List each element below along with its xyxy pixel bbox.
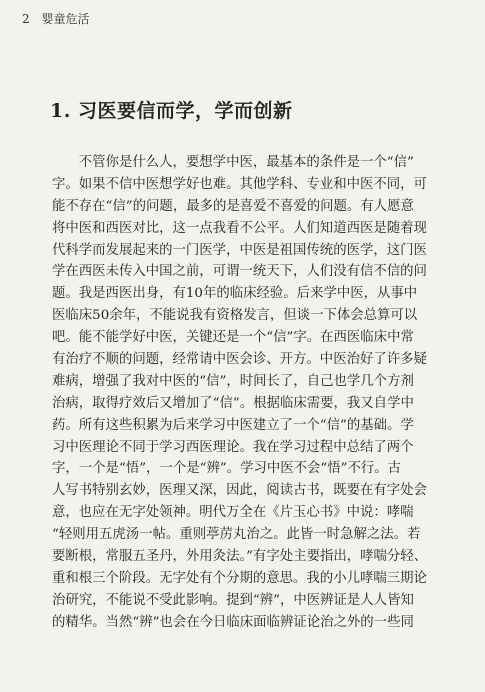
text-line: 有治疗不顺的问题，经常请中医会诊、开方。中医治好了许多疑 [52, 352, 427, 368]
text-line: 字。如果不信中医想学好也难。其他学科、专业和中医不同，可 [52, 176, 427, 192]
text-line: 人写书特别玄妙，医理又深，因此，阅读古书，既要在有字处会 [52, 483, 427, 499]
text-line: “轻则用五虎汤一帖。重则葶苈丸治之。此皆一时急解之法。若 [52, 527, 421, 543]
page-number: 2 [22, 12, 30, 26]
text-line: 治研究，不能说不受此影响。提到“辨”，中医辨证是人人皆知 [52, 592, 414, 608]
text-line: 要断根，常服五圣丹，外用灸法。”有字处主要指出，哮喘分轻、 [52, 549, 428, 565]
body-text [52, 152, 442, 634]
text-line: 意，也应在无字处领神。明代万全在《片玉心书》中说：哮喘 [52, 505, 414, 521]
text-line: 不管你是什么人，要想学中医，最基本的条件是一个“信” [52, 155, 414, 170]
text-line: 能不存在“信”的问题，最多的是喜爱不喜爱的问题。有人愿意 [52, 198, 414, 214]
book-title: 婴童危活 [41, 12, 90, 26]
text-line: 题。我是西医出身，有10年的临床经验。后来学中医，从事中 [52, 286, 418, 302]
text-line: 将中医和西医对比，这一点我看不公平。人们知道西医是随着现 [52, 220, 427, 236]
text-line: 代科学而发展起来的一门医学，中医是祖国传统的医学，这门医 [52, 242, 427, 258]
text-line: 难病，增强了我对中医的“信”，时间长了，自己也学几个方剂 [52, 373, 414, 389]
text-line: 吧。能不能学好中医，关键还是一个“信”字。在西医临床中常 [52, 330, 414, 346]
text-line: 习中医理论不同于学习西医理论。我在学习过程中总结了两个 [52, 439, 414, 455]
section-title: 1. 习医要信而学，学而创新 [50, 100, 293, 122]
text-line: 学在西医未传入中国之前，可谓一统天下，人们没有信不信的问 [52, 264, 427, 280]
text-line: 药。所有这些积累为后来学习中医建立了一个“信”的基础。学 [52, 417, 414, 433]
text-line: 重和根三个阶段。无字处有个分期的意思。我的小儿哮喘三期论 [52, 570, 427, 586]
text-line: 字，一个是“悟”，一个是“辨”。学习中医不会“悟”不行。古 [52, 461, 402, 477]
text-line: 的精华。当然“辨”也会在今日临床面临辨证论治之外的一些同 [52, 614, 414, 630]
text-line: 医临床50余年，不能说我有资格发言，但谈一下体会总算可以 [52, 308, 418, 324]
running-header [22, 10, 89, 27]
text-line: 治病，取得疗效后又增加了“信”。根据临床需要，我又自学中 [52, 395, 414, 411]
